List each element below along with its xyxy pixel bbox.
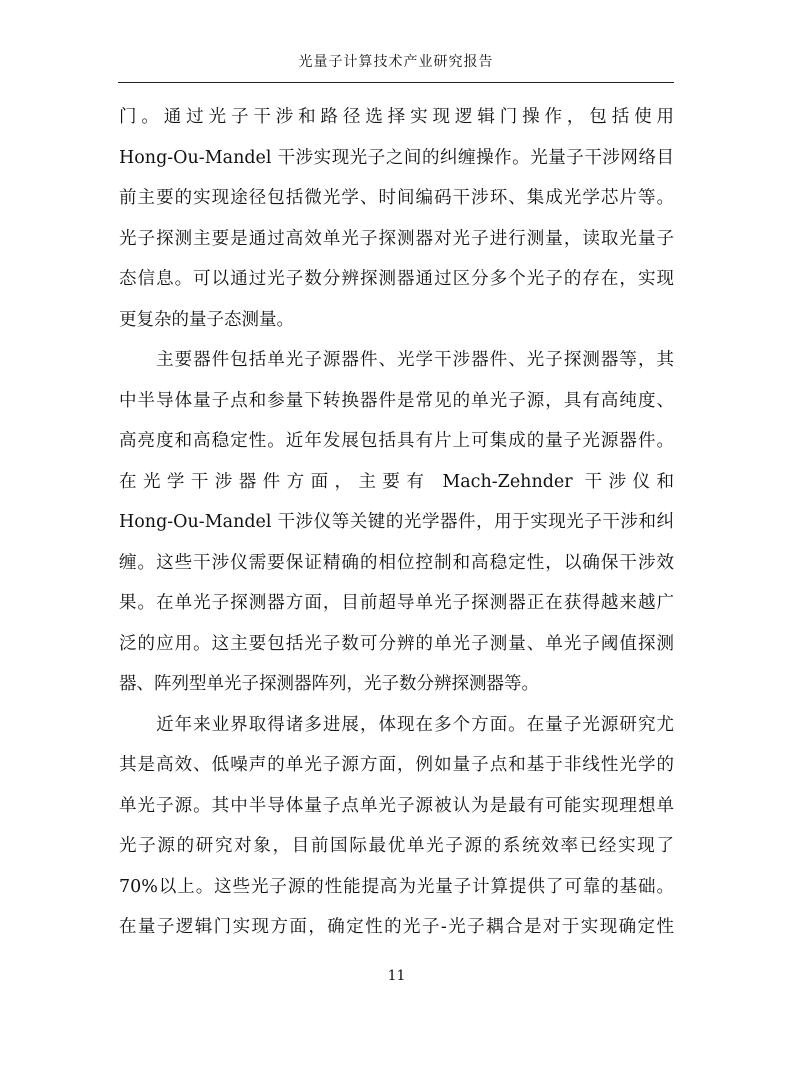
text-line: 前主要的实现途径包括微光学、时间编码干涉环、集成光学芯片等。 [119,188,674,208]
text-line: 光子探测主要是通过高效单光子探测器对光子进行测量，读取光量子 [119,228,674,249]
text-line: 缠。这些干涉仪需要保证精确的相位控制和高稳定性，以确保干涉效 [119,552,674,573]
page-header-title: 光量子计算技术产业研究报告 [298,54,494,70]
text-line: 态信息。可以通过光子数分辨探测器通过区分多个光子的存在，实现 [119,269,674,289]
text-line: 70%以上。这些光子源的性能提高为光量子计算提供了可靠的基础。 [119,876,674,897]
text-line: 单光子源。其中半导体量子点单光子源被认为是最有可能实现理想单 [119,795,674,816]
text-line: 近年来业界取得诸多进展，体现在多个方面。在量子光源研究尤 [119,714,674,735]
text-line: 高亮度和高稳定性。近年发展包括具有片上可集成的量子光源器件。 [119,431,674,451]
text-line: Hong-Ou-Mandel 干涉仪等关键的光学器件，用于实现光子干涉和纠 [119,512,674,532]
text-line: 主要器件包括单光子源器件、光学干涉器件、光子探测器等，其 [119,350,674,370]
text-line: 中半导体量子点和参量下转换器件是常见的单光子源，具有高纯度、 [119,390,674,411]
text-line: 器、阵列型单光子探测器阵列，光子数分辨探测器等。 [119,674,539,694]
text-line: 更复杂的量子态测量。 [119,309,294,330]
text-line: 泛的应用。这主要包括光子数可分辨的单光子测量、单光子阈值探测 [119,633,674,654]
text-line: 其是高效、低噪声的单光子源方面，例如量子点和基于非线性光学的 [119,755,674,775]
text-line: Hong-Ou-Mandel 干涉实现光子之间的纠缠操作。光量子干涉网络目 [119,147,674,168]
text-line: 光子源的研究对象，目前国际最优单光子源的系统效率已经实现了 [119,836,674,856]
page-number: 11 [387,968,406,984]
text-line: 在光学干涉器件方面，主要有 Mach-Zehnder 干涉仪和 [119,471,674,492]
body-text [119,97,674,948]
text-line: 果。在单光子探测器方面，目前超导单光子探测器正在获得越来越广 [119,593,674,613]
text-line: 门。通过光子干涉和路径选择实现逻辑门操作，包括使用 [119,107,674,127]
text-line: 在量子逻辑门实现方面，确定性的光子-光子耦合是对于实现确定性 [119,917,674,937]
header-divider [118,82,674,83]
